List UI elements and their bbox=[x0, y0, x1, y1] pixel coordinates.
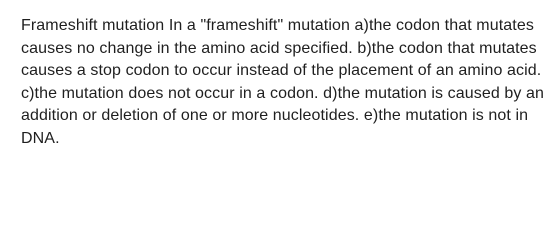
question-text: Frameshift mutation In a "frameshift" mutation a)the codon that mutates causes no change in the amino acid specified. b)the codon that mutates causes a stop codon to occur instead of the placement of an amino acid. c)the mutation does not occur in a codon. d)the mutation is caused by an addition or deletion of one or more nucleotides. e)the mutation is not in DNA. bbox=[21, 17, 545, 147]
